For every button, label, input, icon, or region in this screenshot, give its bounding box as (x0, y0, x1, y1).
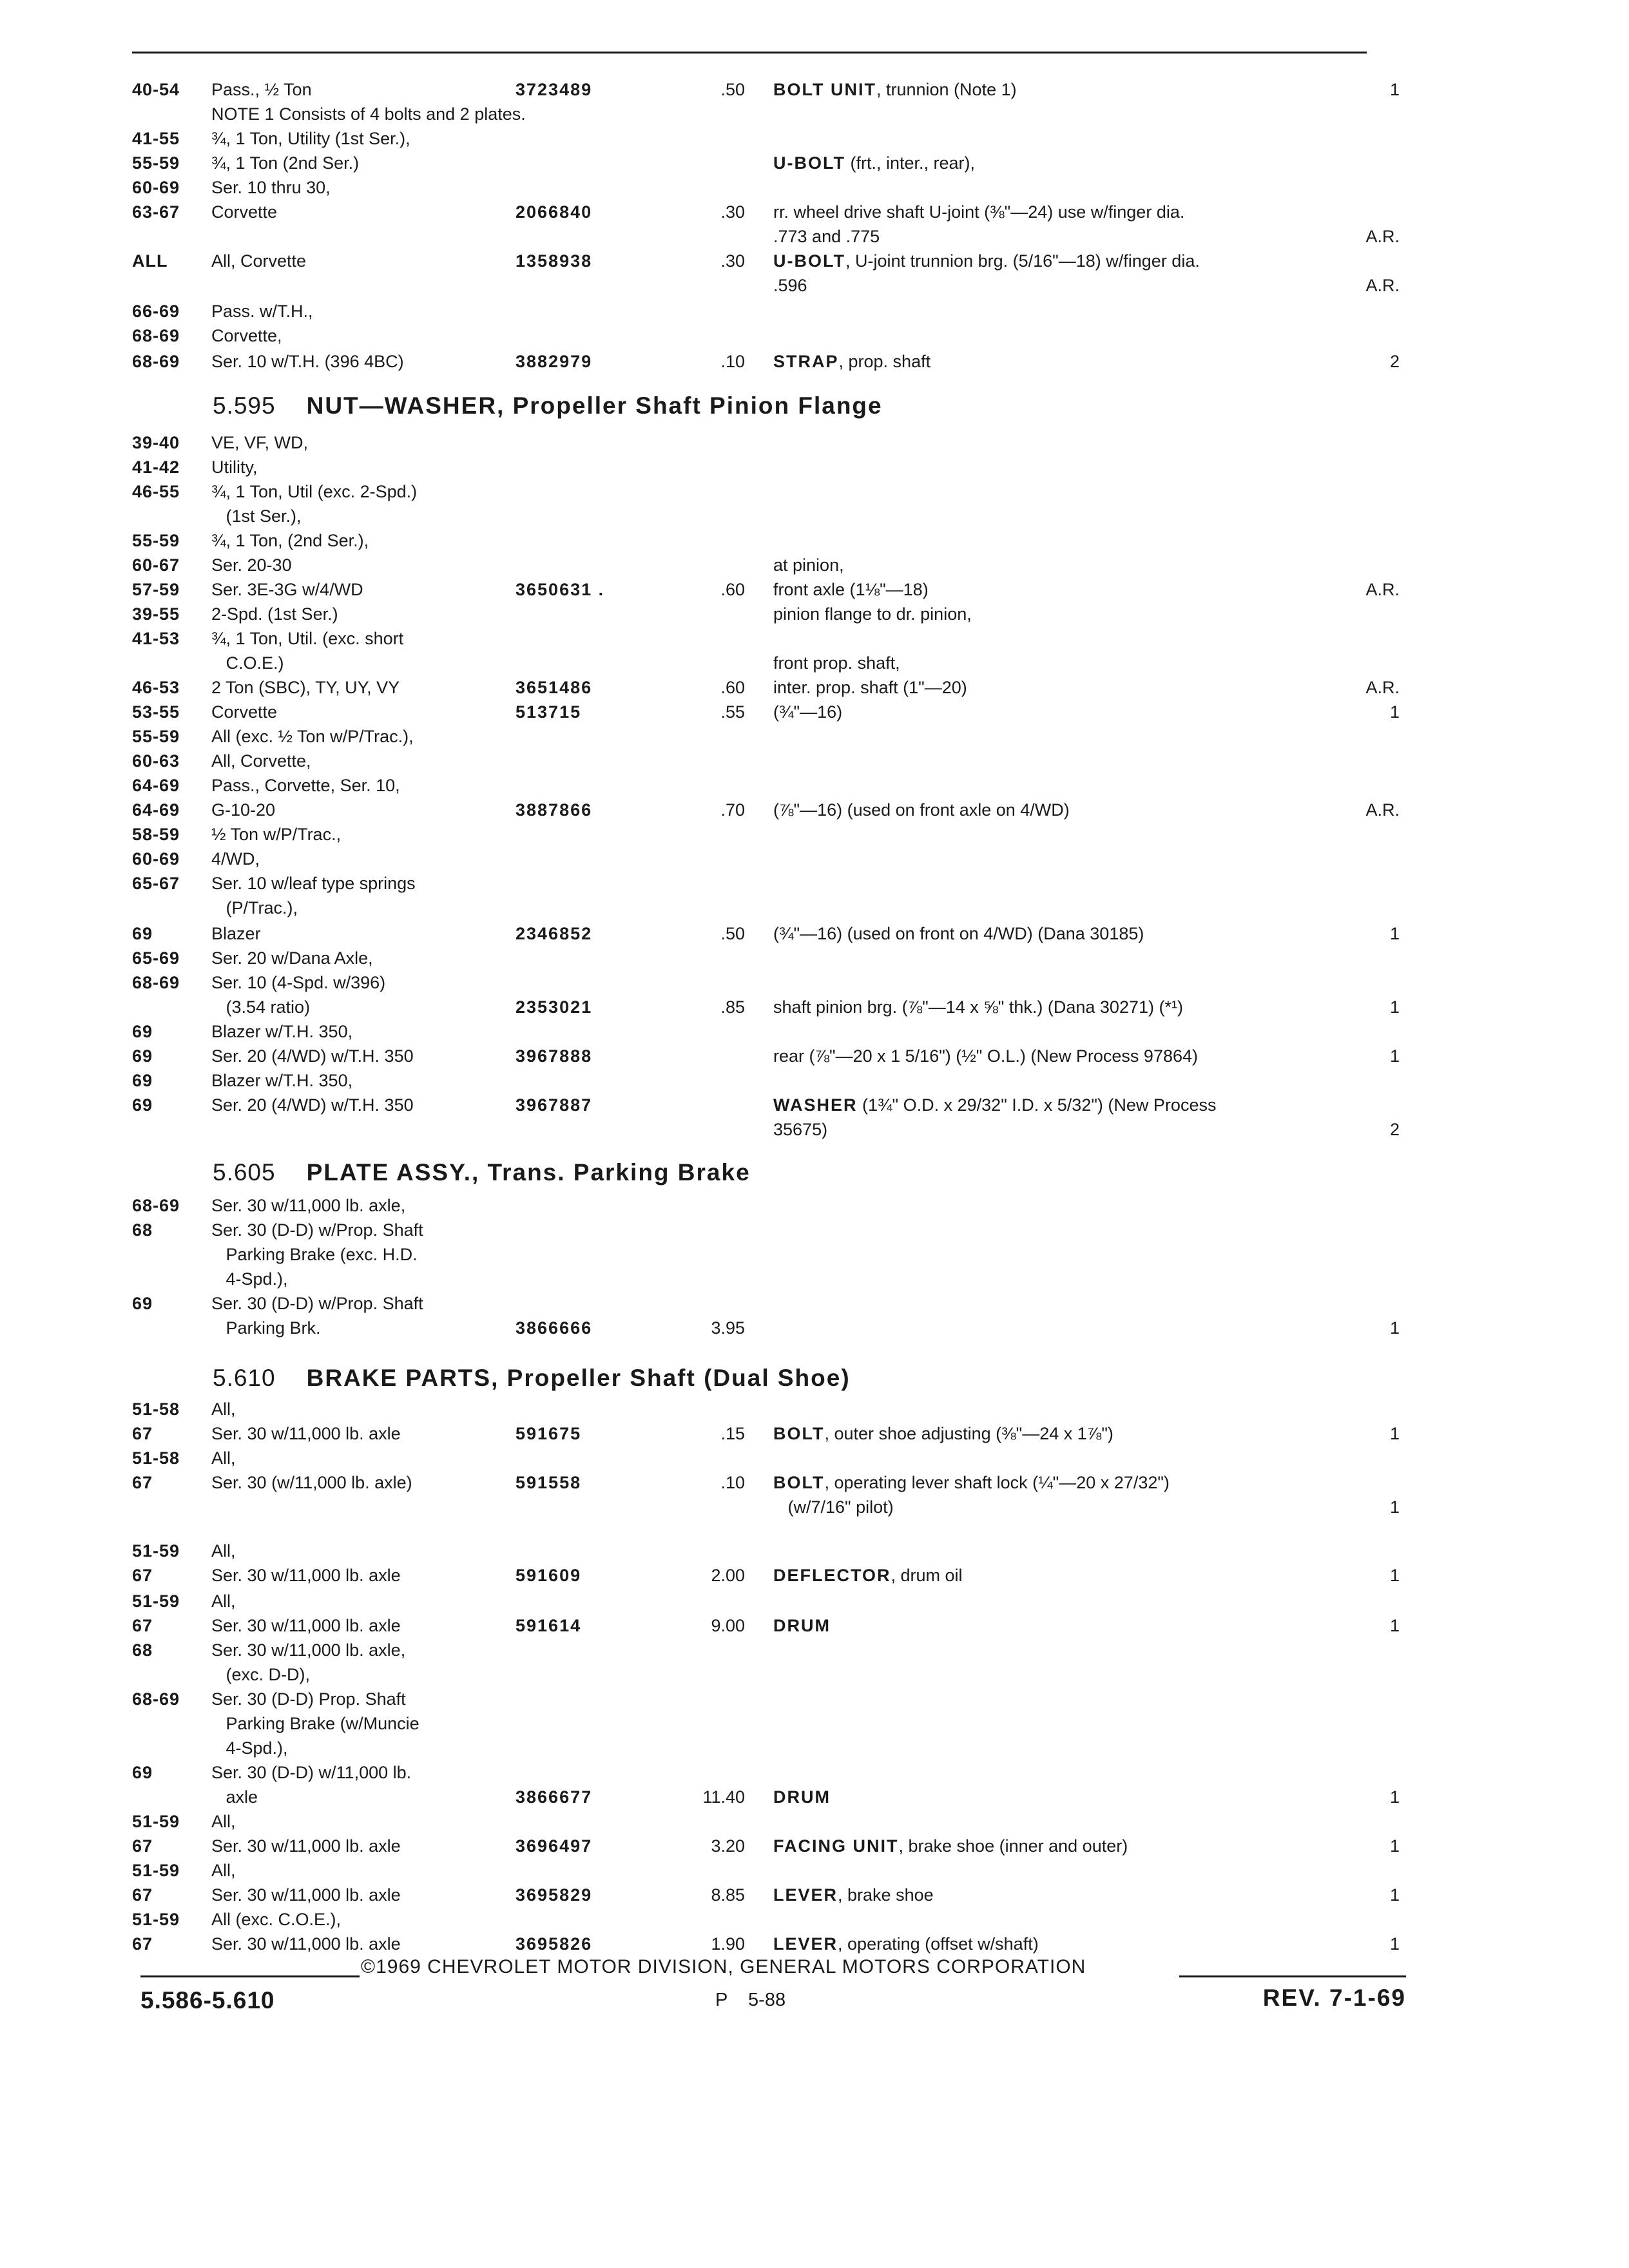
application-description: Ser. 10 w/leaf type springs (211, 874, 416, 893)
application-description: Ser. 10 w/T.H. (396 4BC) (211, 352, 404, 371)
table-row (0, 1421, 1629, 1446)
application-description: NOTE 1 Consists of 4 bolts and 2 plates. (211, 104, 526, 124)
application-description: (1st Ser.), (211, 506, 302, 526)
application-description: Blazer w/T.H. 350, (211, 1071, 353, 1090)
application-description: All, (211, 1448, 236, 1468)
application-description: (P/Trac.), (211, 898, 298, 918)
application-description: All, (211, 1861, 236, 1880)
table-row (0, 1736, 1629, 1760)
part-description: LEVER, brake shoe (773, 1885, 934, 1905)
model-years: 39-55 (132, 604, 180, 624)
list-price: 3.95 (711, 1318, 745, 1338)
application-description: Ser. 30 w/11,000 lb. axle (211, 1885, 401, 1905)
application-description: 4/WD, (211, 849, 260, 869)
table-row (0, 847, 1629, 871)
quantity: 1 (1389, 924, 1400, 943)
part-description: DRUM (773, 1787, 831, 1807)
model-years: 51-58 (132, 1399, 180, 1419)
table-row (0, 1613, 1629, 1638)
table-row (0, 1638, 1629, 1662)
quantity: 1 (1389, 80, 1400, 99)
table-row (0, 651, 1629, 675)
application-description: ¾, 1 Ton (2nd Ser.) (211, 153, 360, 173)
part-description: shaft pinion brg. (⅞"—14 x ⅝" thk.) (Dana 30271) (*¹) (773, 997, 1183, 1017)
quantity: 1 (1389, 1424, 1400, 1443)
table-row (0, 1883, 1629, 1907)
part-description: DRUM (773, 1616, 831, 1635)
table-row (0, 504, 1629, 528)
table-row (0, 675, 1629, 700)
application-description: 2 Ton (SBC), TY, UY, VY (211, 678, 400, 697)
application-description: All (exc. C.O.E.), (211, 1910, 342, 1929)
application-description: Corvette, (211, 326, 282, 345)
table-row (0, 1711, 1629, 1736)
section-title: NUT—WASHER, Propeller Shaft Pinion Flange (306, 392, 883, 419)
quantity: A.R. (1365, 678, 1400, 697)
table-row (0, 1932, 1629, 1956)
table-row (0, 1242, 1629, 1267)
quantity: 1 (1389, 1836, 1400, 1856)
part-description: BOLT, operating lever shaft lock (¼"—20 x 27/32") (773, 1473, 1170, 1492)
model-years: 67 (132, 1836, 153, 1856)
application-description: All (exc. ½ Ton w/P/Trac.), (211, 727, 414, 746)
model-years: 51-59 (132, 1591, 180, 1611)
part-number: 2353021 (516, 997, 593, 1017)
part-description: FACING UNIT, brake shoe (inner and outer) (773, 1836, 1128, 1856)
model-years: 65-67 (132, 874, 180, 893)
quantity: 1 (1389, 702, 1400, 722)
section-title: PLATE ASSY., Trans. Parking Brake (306, 1159, 751, 1186)
application-description: Ser. 30 w/11,000 lb. axle (211, 1836, 401, 1856)
application-description: Pass., ½ Ton (211, 80, 312, 99)
quantity: 1 (1389, 1046, 1400, 1066)
application-description: Corvette (211, 702, 278, 722)
part-number: 3650631 . (516, 580, 605, 599)
application-description: Ser. 30 (D-D) w/Prop. Shaft (211, 1294, 423, 1313)
part-number: 591614 (516, 1616, 582, 1635)
part-description: WASHER (1¾" O.D. x 29/32" I.D. x 5/32") (New Process (773, 1095, 1217, 1115)
model-years: 46-55 (132, 482, 180, 501)
part-number: 3651486 (516, 678, 593, 697)
application-description: G-10-20 (211, 800, 276, 820)
part-description: rr. wheel drive shaft U-joint (⅜"—24) use w/finger dia. (773, 202, 1185, 222)
model-years: 67 (132, 1566, 153, 1585)
copyright-notice: ©1969 CHEVROLET MOTOR DIVISION, GENERAL MOTORS CORPORATION (361, 1956, 1086, 1977)
part-number: 2066840 (516, 202, 593, 222)
table-row (0, 1809, 1629, 1834)
footer-rule-left (140, 1975, 360, 1977)
table-row (0, 822, 1629, 847)
model-years: 68-69 (132, 352, 180, 371)
part-description: (¾"—16) (used on front on 4/WD) (Dana 30185) (773, 924, 1144, 943)
part-number: 3882979 (516, 352, 593, 371)
part-description: 35675) (773, 1120, 828, 1139)
part-number: 3696497 (516, 1836, 593, 1856)
table-row (0, 1563, 1629, 1588)
section-title: BRAKE PARTS, Propeller Shaft (Dual Shoe) (306, 1365, 851, 1391)
table-row (0, 175, 1629, 200)
table-row (0, 1193, 1629, 1218)
application-description: Utility, (211, 457, 258, 477)
model-years: 68-69 (132, 1196, 180, 1215)
application-description: ½ Ton w/P/Trac., (211, 825, 342, 844)
table-row (0, 1589, 1629, 1613)
model-years: 69 (132, 1046, 153, 1066)
table-row (0, 430, 1629, 455)
model-years: 51-59 (132, 1861, 180, 1880)
table-row (0, 700, 1629, 724)
model-years: 66-69 (132, 302, 180, 321)
model-years: 67 (132, 1424, 153, 1443)
model-years: 55-59 (132, 531, 180, 550)
table-row (0, 1662, 1629, 1687)
model-years: 60-69 (132, 178, 180, 197)
table-row (0, 455, 1629, 479)
model-years: 69 (132, 1071, 153, 1090)
table-row (0, 626, 1629, 651)
list-price: .60 (720, 678, 745, 697)
section-heading (213, 1364, 851, 1392)
part-description: BOLT, outer shoe adjusting (⅜"—24 x 1⅞") (773, 1424, 1113, 1443)
model-years: 64-69 (132, 776, 180, 795)
list-price: .10 (720, 1473, 745, 1492)
quantity: 1 (1389, 1566, 1400, 1585)
part-number: 3967887 (516, 1095, 593, 1115)
application-description: Ser. 3E-3G w/4/WD (211, 580, 363, 599)
application-description: Ser. 30 w/11,000 lb. axle (211, 1616, 401, 1635)
application-description: Ser. 10 (4-Spd. w/396) (211, 973, 386, 992)
table-row (0, 1785, 1629, 1809)
application-description: Parking Brake (exc. H.D. (211, 1245, 418, 1264)
revision-date: REV. 7-1-69 (1262, 1984, 1406, 2011)
model-years: 41-53 (132, 629, 180, 648)
list-price: 1.90 (711, 1934, 745, 1954)
part-number: 3723489 (516, 80, 593, 99)
part-number: 3967888 (516, 1046, 593, 1066)
table-row (0, 724, 1629, 749)
quantity: A.R. (1365, 800, 1400, 820)
table-row (0, 1495, 1629, 1519)
application-description: Blazer (211, 924, 261, 943)
table-row (0, 126, 1629, 151)
model-years: ALL (132, 251, 168, 271)
table-row (0, 1834, 1629, 1858)
quantity: 1 (1389, 1497, 1400, 1517)
application-description: Pass. w/T.H., (211, 302, 313, 321)
application-description: All, (211, 1399, 236, 1419)
table-row (0, 970, 1629, 995)
table-row (0, 946, 1629, 970)
table-row (0, 602, 1629, 626)
application-description: Pass., Corvette, Ser. 10, (211, 776, 400, 795)
table-row (0, 798, 1629, 822)
part-description: STRAP, prop. shaft (773, 352, 931, 371)
part-number: 591558 (516, 1473, 582, 1492)
part-number: 3695826 (516, 1934, 593, 1954)
application-description: Ser. 30 (w/11,000 lb. axle) (211, 1473, 412, 1492)
model-years: 67 (132, 1473, 153, 1492)
model-years: 46-53 (132, 678, 180, 697)
application-description: Ser. 30 (D-D) w/11,000 lb. (211, 1763, 412, 1782)
section-range: 5.586-5.610 (140, 1987, 275, 2013)
application-description: Corvette (211, 202, 278, 222)
application-description: Ser. 20 (4/WD) w/T.H. 350 (211, 1046, 414, 1066)
table-row (0, 299, 1629, 323)
table-row (0, 151, 1629, 175)
application-description: Ser. 30 (D-D) Prop. Shaft (211, 1689, 406, 1709)
model-years: 41-55 (132, 129, 180, 148)
model-years: 55-59 (132, 727, 180, 746)
table-row (0, 1093, 1629, 1117)
table-row (0, 1760, 1629, 1785)
model-years: 58-59 (132, 825, 180, 844)
table-row (0, 1397, 1629, 1421)
application-description: 2-Spd. (1st Ser.) (211, 604, 338, 624)
list-price: .15 (720, 1424, 745, 1443)
application-description: Ser. 30 w/11,000 lb. axle (211, 1424, 401, 1443)
model-years: 68 (132, 1640, 153, 1660)
table-row (0, 871, 1629, 896)
model-years: 60-63 (132, 751, 180, 771)
table-row (0, 479, 1629, 504)
model-years: 69 (132, 1763, 153, 1782)
table-row (0, 77, 1629, 102)
table-row (0, 349, 1629, 374)
application-description: All, Corvette, (211, 751, 311, 771)
application-description: Ser. 30 w/11,000 lb. axle (211, 1934, 401, 1954)
application-description: ¾, 1 Ton, Utility (1st Ser.), (211, 129, 410, 148)
part-description: rear (⅞"—20 x 1 5/16") (½" O.L.) (New Process 97864) (773, 1046, 1199, 1066)
part-number: 513715 (516, 702, 582, 722)
table-row (0, 1044, 1629, 1068)
application-description: Ser. 10 thru 30, (211, 178, 331, 197)
quantity: 1 (1389, 1318, 1400, 1338)
table-row (0, 200, 1629, 224)
model-years: 67 (132, 1934, 153, 1954)
list-price: .60 (720, 580, 745, 599)
section-heading (213, 1158, 751, 1187)
table-row (0, 749, 1629, 773)
application-description: Ser. 30 w/11,000 lb. axle, (211, 1196, 406, 1215)
application-description: All, (211, 1541, 236, 1561)
footer-rule-right (1179, 1975, 1406, 1977)
table-row (0, 1316, 1629, 1340)
quantity: A.R. (1365, 580, 1400, 599)
application-description: Parking Brk. (211, 1318, 321, 1338)
table-row (0, 1218, 1629, 1242)
quantity: 2 (1389, 1120, 1400, 1139)
application-description: All, (211, 1812, 236, 1831)
list-price: .30 (720, 202, 745, 222)
part-description: U-BOLT (frt., inter., rear), (773, 153, 976, 173)
model-years: 69 (132, 1294, 153, 1313)
application-description: axle (211, 1787, 258, 1807)
application-description: (exc. D-D), (211, 1665, 310, 1684)
application-description: Parking Brake (w/Muncie (211, 1714, 419, 1733)
table-row (0, 1539, 1629, 1563)
application-description: C.O.E.) (211, 653, 284, 673)
quantity: 1 (1389, 1616, 1400, 1635)
application-description: (3.54 ratio) (211, 997, 311, 1017)
model-years: 69 (132, 1095, 153, 1115)
list-price: .10 (720, 352, 745, 371)
part-number: 3866677 (516, 1787, 593, 1807)
table-row (0, 1267, 1629, 1291)
part-number: 591609 (516, 1566, 582, 1585)
part-description: at pinion, (773, 555, 844, 575)
table-row (0, 1470, 1629, 1495)
table-row (0, 995, 1629, 1019)
model-years: 57-59 (132, 580, 180, 599)
quantity: A.R. (1365, 276, 1400, 295)
part-description: front axle (1⅛"—18) (773, 580, 929, 599)
model-years: 67 (132, 1885, 153, 1905)
table-row (0, 896, 1629, 920)
application-description: ¾, 1 Ton, Util. (exc. short (211, 629, 404, 648)
table-row (0, 1687, 1629, 1711)
model-years: 68-69 (132, 326, 180, 345)
part-number: 1358938 (516, 251, 593, 271)
application-description: Blazer w/T.H. 350, (211, 1022, 353, 1041)
part-description: LEVER, operating (offset w/shaft) (773, 1934, 1039, 1954)
model-years: 41-42 (132, 457, 180, 477)
table-row (0, 1117, 1629, 1142)
table-row (0, 102, 1629, 126)
model-years: 51-59 (132, 1812, 180, 1831)
quantity: 1 (1389, 1885, 1400, 1905)
quantity: 2 (1389, 352, 1400, 371)
table-row (0, 273, 1629, 298)
table-row (0, 921, 1629, 946)
application-description: VE, VF, WD, (211, 433, 309, 452)
model-years: 63-67 (132, 202, 180, 222)
quantity: 1 (1389, 997, 1400, 1017)
section-number: 5.610 (213, 1365, 276, 1391)
section-number: 5.595 (213, 392, 276, 419)
table-row (0, 323, 1629, 348)
top-rule (132, 52, 1367, 53)
list-price: 9.00 (711, 1616, 745, 1635)
model-years: 68-69 (132, 1689, 180, 1709)
application-description: ¾, 1 Ton, Util (exc. 2-Spd.) (211, 482, 418, 501)
part-description: front prop. shaft, (773, 653, 900, 673)
application-description: All, Corvette (211, 251, 307, 271)
list-price: 2.00 (711, 1566, 745, 1585)
page-number: P 5-88 (715, 1990, 786, 2010)
table-row (0, 1446, 1629, 1470)
part-description: (¾"—16) (773, 702, 843, 722)
list-price: 8.85 (711, 1885, 745, 1905)
application-description: All, (211, 1591, 236, 1611)
model-years: 60-69 (132, 849, 180, 869)
section-heading (213, 392, 883, 420)
quantity: 1 (1389, 1934, 1400, 1954)
list-price: 11.40 (702, 1787, 745, 1807)
table-row (0, 1019, 1629, 1044)
model-years: 68-69 (132, 973, 180, 992)
model-years: 67 (132, 1616, 153, 1635)
application-description: Ser. 20 (4/WD) w/T.H. 350 (211, 1095, 414, 1115)
list-price: .50 (720, 924, 745, 943)
list-price: .85 (720, 997, 745, 1017)
quantity: A.R. (1365, 227, 1400, 246)
part-description: BOLT UNIT, trunnion (Note 1) (773, 80, 1017, 99)
application-description: Ser. 20 w/Dana Axle, (211, 948, 373, 968)
part-description: .773 and .775 (773, 227, 880, 246)
table-row (0, 224, 1629, 249)
model-years: 51-59 (132, 1910, 180, 1929)
model-years: 65-69 (132, 948, 180, 968)
part-number: 3887866 (516, 800, 593, 820)
part-description: U-BOLT, U-joint trunnion brg. (5/16"—18) w/finger dia. (773, 251, 1200, 271)
quantity: 1 (1389, 1787, 1400, 1807)
model-years: 68 (132, 1220, 153, 1240)
model-years: 55-59 (132, 153, 180, 173)
application-description: Ser. 30 w/11,000 lb. axle, (211, 1640, 406, 1660)
model-years: 40-54 (132, 80, 180, 99)
table-row (0, 1291, 1629, 1316)
table-row (0, 1068, 1629, 1093)
model-years: 51-59 (132, 1541, 180, 1561)
model-years: 69 (132, 1022, 153, 1041)
model-years: 51-58 (132, 1448, 180, 1468)
part-number: 3695829 (516, 1885, 593, 1905)
table-row (0, 553, 1629, 577)
application-description: 4-Spd.), (211, 1269, 288, 1289)
application-description: 4-Spd.), (211, 1738, 288, 1758)
table-row (0, 773, 1629, 798)
table-row (0, 1907, 1629, 1932)
model-years: 60-67 (132, 555, 180, 575)
part-description: .596 (773, 276, 807, 295)
model-years: 69 (132, 924, 153, 943)
part-number: 591675 (516, 1424, 582, 1443)
application-description: ¾, 1 Ton, (2nd Ser.), (211, 531, 369, 550)
table-row (0, 577, 1629, 602)
model-years: 64-69 (132, 800, 180, 820)
list-price: 3.20 (711, 1836, 745, 1856)
model-years: 53-55 (132, 702, 180, 722)
part-description: (⅞"—16) (used on front axle on 4/WD) (773, 800, 1070, 820)
section-number: 5.605 (213, 1159, 276, 1186)
list-price: .30 (720, 251, 745, 271)
application-description: Ser. 30 w/11,000 lb. axle (211, 1566, 401, 1585)
table-row (0, 1858, 1629, 1883)
list-price: .55 (720, 702, 745, 722)
model-years: 39-40 (132, 433, 180, 452)
list-price: .70 (720, 800, 745, 820)
application-description: Ser. 20-30 (211, 555, 292, 575)
part-description: inter. prop. shaft (1"—20) (773, 678, 967, 697)
table-row (0, 249, 1629, 273)
part-number: 3866666 (516, 1318, 593, 1338)
part-description: (w/7/16" pilot) (773, 1497, 894, 1517)
part-description: DEFLECTOR, drum oil (773, 1566, 963, 1585)
part-number: 2346852 (516, 924, 593, 943)
list-price: .50 (720, 80, 745, 99)
application-description: Ser. 30 (D-D) w/Prop. Shaft (211, 1220, 423, 1240)
table-row (0, 528, 1629, 553)
part-description: pinion flange to dr. pinion, (773, 604, 972, 624)
